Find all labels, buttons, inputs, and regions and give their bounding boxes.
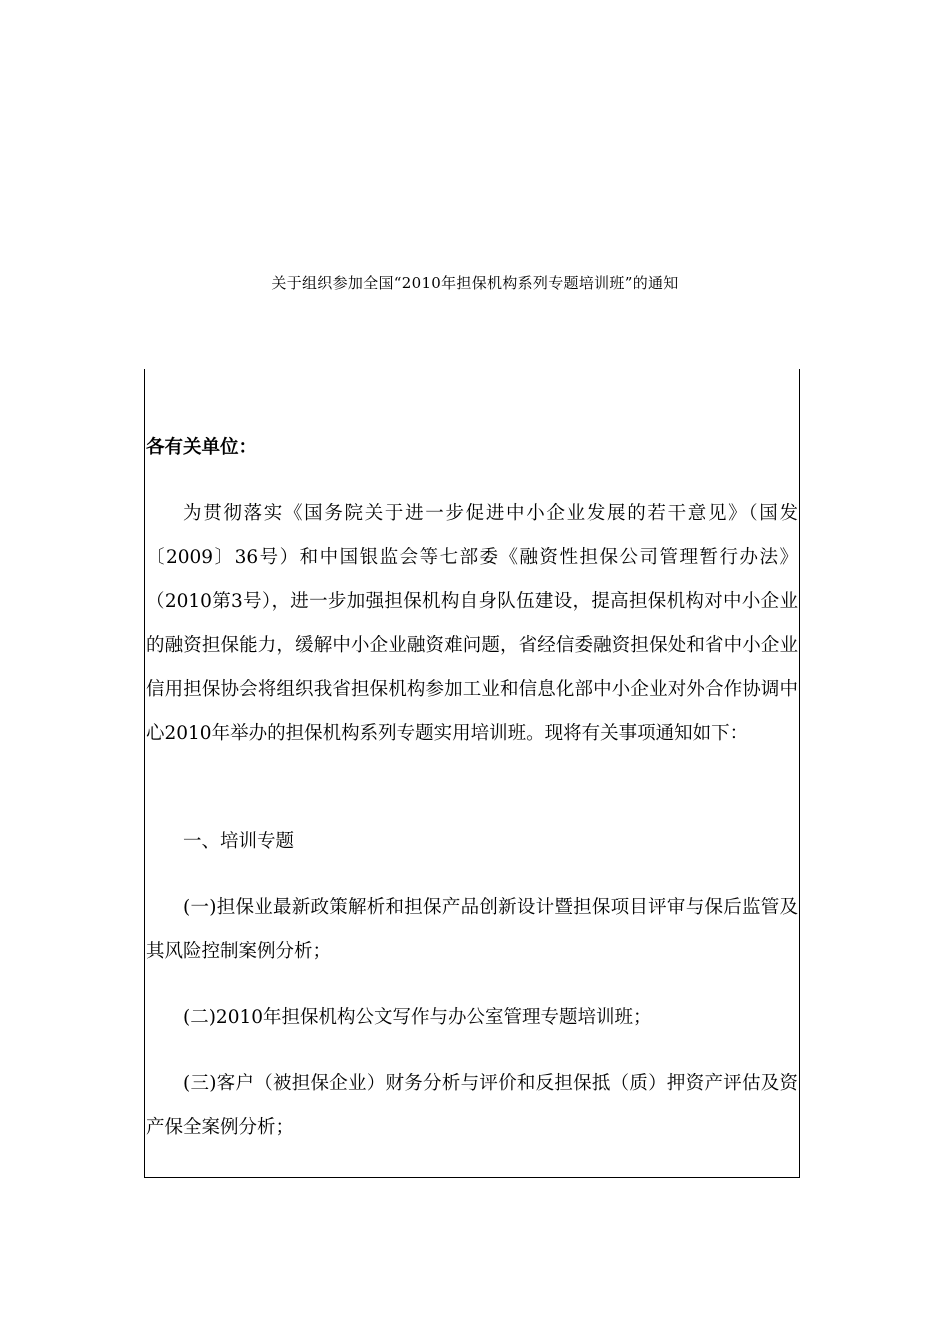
intro-paragraph: 为贯彻落实《国务院关于进一步促进中小企业发展的若干意见》（国发〔2009〕36号）和中国银监会等七部委《融资性担保公司管理暂行办法》（2010第3号），进一步加强担保机构自身队伍建设，提高担保机构对中小企业的融资担保能力，缓解中小企业融资难问题，省经信委融资担保处和省中小企业信用担保协会将组织我省担保机构参加工业和信息化部中小企业对外合作协调中心2010年举办的担保机构系列专题实用培训班。现将有关事项通知如下：	[146, 503, 798, 744]
list-item: (一)担保业最新政策解析和担保产品创新设计暨担保项目评审与保后监管及其风险控制案例分析；	[146, 897, 798, 962]
content-frame	[144, 369, 800, 1178]
document-title: 关于组织参加全国“2010年担保机构系列专题培训班”的通知	[271, 274, 679, 292]
list-item: (三)客户（被担保企业）财务分析与评价和反担保抵（质）押资产评估及资产保全案例分析；	[146, 1073, 798, 1138]
salutation: 各有关单位：	[146, 437, 258, 458]
list-item: (二)2010年担保机构公文写作与办公室管理专题培训班；	[183, 1007, 652, 1028]
section-heading-training-topics: 一、培训专题	[183, 831, 295, 852]
